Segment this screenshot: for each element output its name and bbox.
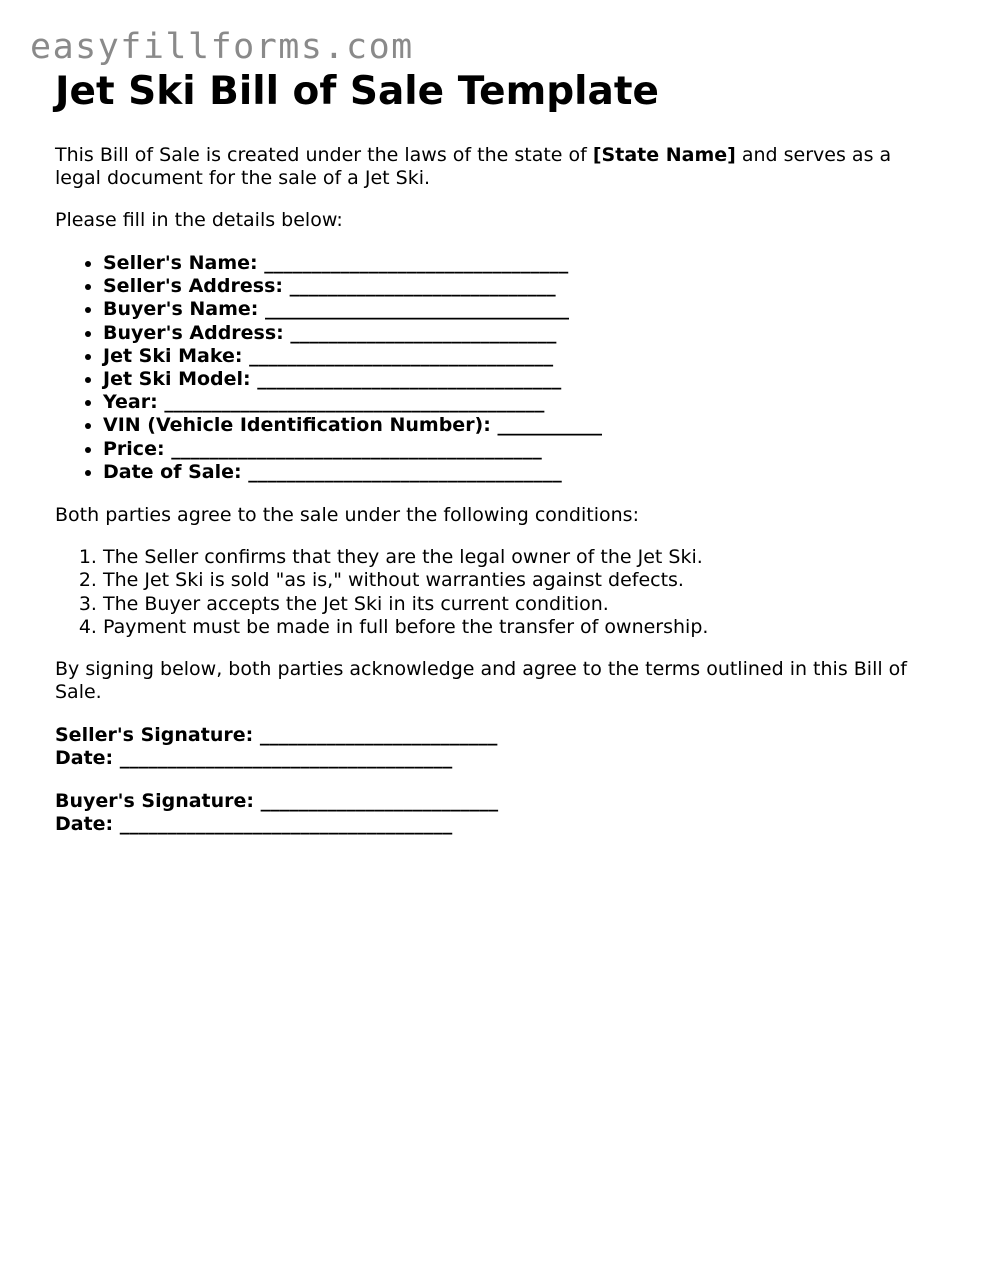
intro-text-before: This Bill of Sale is created under the laws of the state of: [55, 144, 593, 166]
seller-signature-label: Seller's Signature:: [55, 724, 254, 746]
intro-text-after: and serves as a legal document for the sale of a Jet Ski.: [55, 144, 892, 190]
field-blank: ________________________________: [257, 368, 562, 391]
field-label: Buyer's Address:: [103, 321, 284, 344]
field-label: Buyer's Name:: [103, 298, 259, 321]
field-label: Jet Ski Make:: [103, 344, 243, 367]
buyer-signature-blank: _________________________: [260, 790, 499, 812]
field-label: Jet Ski Model:: [103, 368, 251, 391]
field-jet-ski-model: [103, 368, 602, 391]
field-date-of-sale: [103, 461, 602, 484]
page-title: Jet Ski Bill of Sale Template: [55, 69, 659, 114]
condition-item: 1. The Seller confirms that they are the legal owner of the Jet Ski.: [103, 546, 708, 569]
field-label: Price:: [103, 437, 165, 460]
buyer-signature-block: [55, 790, 498, 837]
field-blank: _________________________________: [248, 460, 562, 483]
field-vin: [103, 414, 602, 437]
conditions-intro: Both parties agree to the sale under the following conditions:: [55, 504, 639, 526]
field-label: Seller's Address:: [103, 275, 283, 298]
field-blank: ________________________________________: [164, 391, 545, 414]
buyer-date-line: [55, 813, 498, 836]
seller-date-line: [55, 747, 497, 770]
field-label: VIN (Vehicle Identification Number):: [103, 414, 491, 437]
field-blank: _______________________________________: [171, 437, 542, 460]
seller-date-label: Date:: [55, 747, 114, 770]
field-label: Year:: [103, 391, 158, 414]
seller-signature-block: [55, 724, 497, 771]
field-label: Date of Sale:: [103, 460, 242, 483]
field-blank: ________________________________: [264, 252, 569, 274]
state-name-placeholder: [State Name]: [592, 144, 736, 166]
fill-prompt: Please fill in the details below:: [55, 209, 343, 231]
seller-date-blank: ___________________________________: [119, 747, 453, 770]
field-sellers-address: [103, 275, 602, 298]
field-label: Seller's Name:: [103, 252, 258, 274]
conditions-list: [55, 546, 708, 639]
field-blank: ____________________________: [289, 275, 556, 298]
seller-signature-line: [55, 724, 497, 747]
field-jet-ski-make: [103, 345, 602, 368]
field-blank: ________________________________: [265, 298, 570, 321]
field-buyers-name: [103, 298, 602, 321]
acknowledgement-paragraph: By signing below, both parties acknowledge and agree to the terms outlined in this Bill of Sale.: [55, 658, 907, 704]
field-buyers-address: [103, 322, 602, 345]
seller-signature-blank: _________________________: [259, 724, 498, 746]
field-list: [55, 252, 602, 484]
buyer-date-blank: ___________________________________: [119, 813, 453, 836]
field-year: [103, 391, 602, 414]
buyer-signature-label: Buyer's Signature:: [55, 790, 254, 812]
buyer-date-label: Date:: [55, 813, 114, 836]
intro-paragraph: [55, 144, 935, 191]
field-sellers-name: [103, 252, 602, 275]
condition-item: 4. Payment must be made in full before the transfer of ownership.: [103, 616, 708, 639]
field-price: [103, 438, 602, 461]
buyer-signature-line: [55, 790, 498, 813]
field-blank: ________________________________: [249, 344, 554, 367]
condition-item: 3. The Buyer accepts the Jet Ski in its current condition.: [103, 593, 708, 616]
field-blank: ____________________________: [290, 321, 557, 344]
field-blank: ___________: [497, 414, 602, 437]
watermark: easyfillforms.com: [30, 27, 414, 67]
condition-item: 2. The Jet Ski is sold "as is," without warranties against defects.: [103, 569, 708, 592]
